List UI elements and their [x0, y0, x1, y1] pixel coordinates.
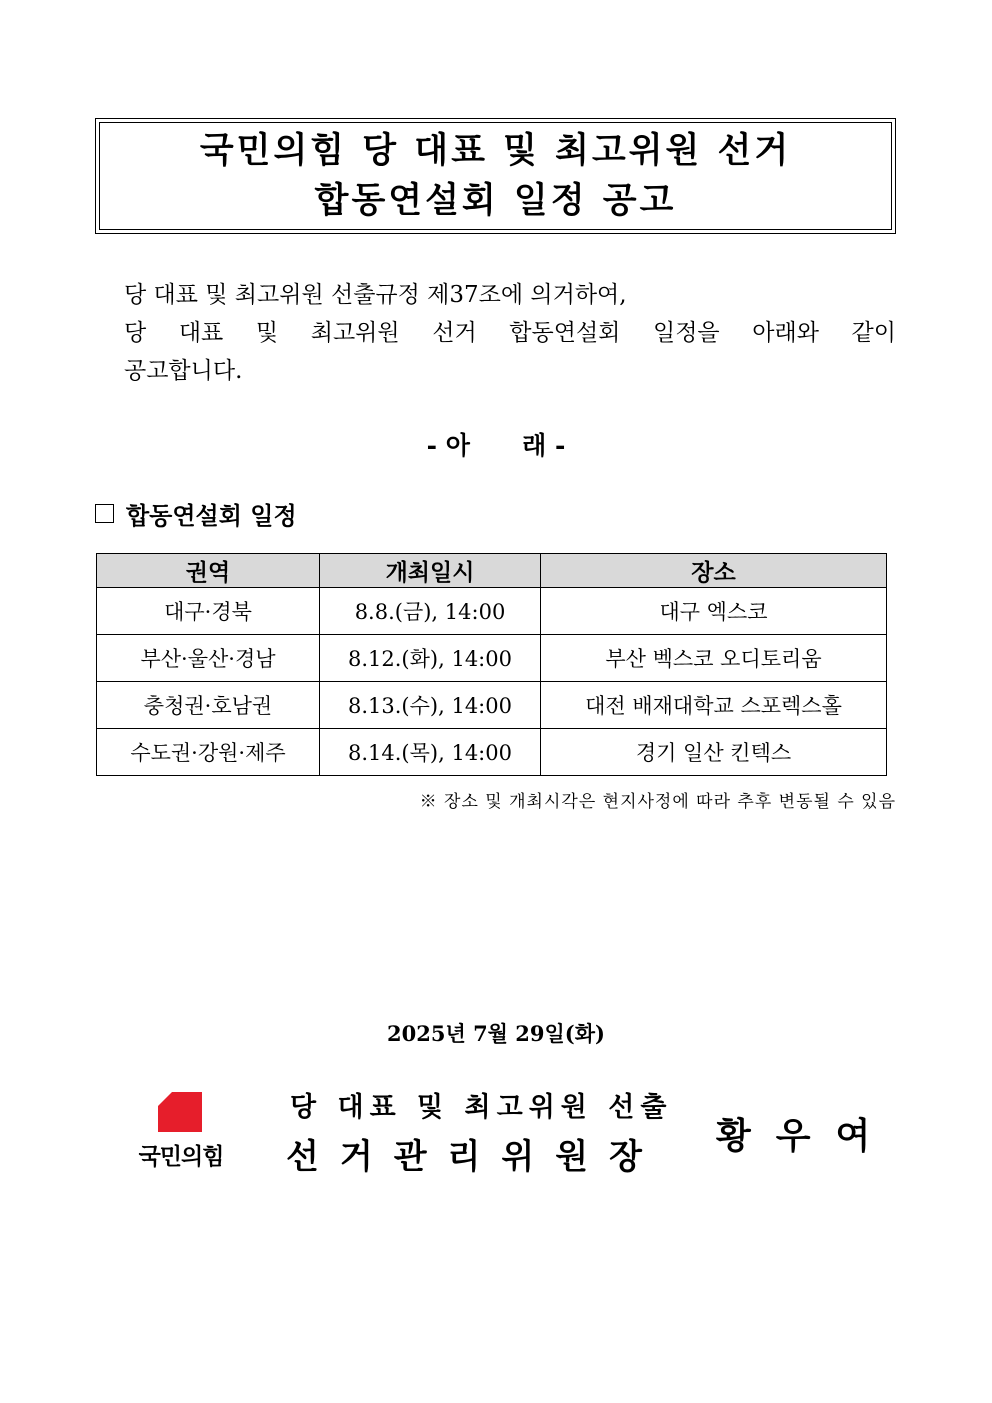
cell-datetime: 8.8.(금), 14:00	[320, 588, 541, 635]
table-header-row	[97, 554, 887, 588]
intro-line-1: 당 대표 및 최고위원 선출규정 제37조에 의거하여,	[124, 282, 627, 308]
cell-venue: 부산 벡스코 오디토리움	[541, 635, 887, 682]
party-logo	[124, 1090, 238, 1172]
cell-datetime: 8.14.(목), 14:00	[320, 729, 541, 776]
title-inner-border	[99, 122, 892, 230]
intro-paragraph	[124, 276, 896, 390]
intro-line-3: 공고합니다.	[124, 358, 243, 384]
table-row	[97, 635, 887, 682]
notice-heading: - 아 래 -	[426, 431, 566, 460]
logo-red-shape	[158, 1092, 202, 1132]
header-region: 권역	[97, 554, 320, 588]
checkbox-icon	[95, 504, 114, 523]
title-box	[95, 118, 896, 234]
signature-name: 황우여	[716, 1115, 896, 1157]
announcement-date: 2025년 7월 29일(화)	[387, 1021, 605, 1046]
cell-datetime: 8.12.(화), 14:00	[320, 635, 541, 682]
cell-venue: 경기 일산 킨텍스	[541, 729, 887, 776]
signature-org-line: 당 대표 및 최고위원 선출	[290, 1092, 673, 1123]
party-logo-icon	[158, 1092, 202, 1132]
table-row	[97, 729, 887, 776]
cell-region: 대구·경북	[97, 588, 320, 635]
cell-region: 부산·울산·경남	[97, 635, 320, 682]
section-heading-label: 합동연설회 일정	[126, 501, 297, 530]
header-datetime: 개최일시	[320, 554, 541, 588]
header-venue: 장소	[541, 554, 887, 588]
cell-datetime: 8.13.(수), 14:00	[320, 682, 541, 729]
table-row	[97, 682, 887, 729]
schedule-table	[96, 553, 887, 776]
cell-venue: 대구 엑스코	[541, 588, 887, 635]
cell-venue: 대전 배재대학교 스포렉스홀	[541, 682, 887, 729]
cell-region: 수도권·강원·제주	[97, 729, 320, 776]
cell-region: 충청권·호남권	[97, 682, 320, 729]
table-footnote: ※ 장소 및 개최시각은 현지사정에 따라 추후 변동될 수 있음	[419, 792, 896, 812]
intro-line-2: 당 대표 및 최고위원 선거 합동연설회 일정을 아래와 같이	[124, 320, 896, 346]
section-heading	[95, 496, 297, 531]
title-line-1: 국민의힘 당 대표 및 최고위원 선거	[199, 130, 792, 171]
signature-title: 선거관리위원장	[286, 1137, 663, 1177]
title-line-2: 합동연설회 일정 공고	[314, 180, 677, 221]
party-logo-text: 국민의힘	[138, 1144, 224, 1170]
table-row	[97, 588, 887, 635]
